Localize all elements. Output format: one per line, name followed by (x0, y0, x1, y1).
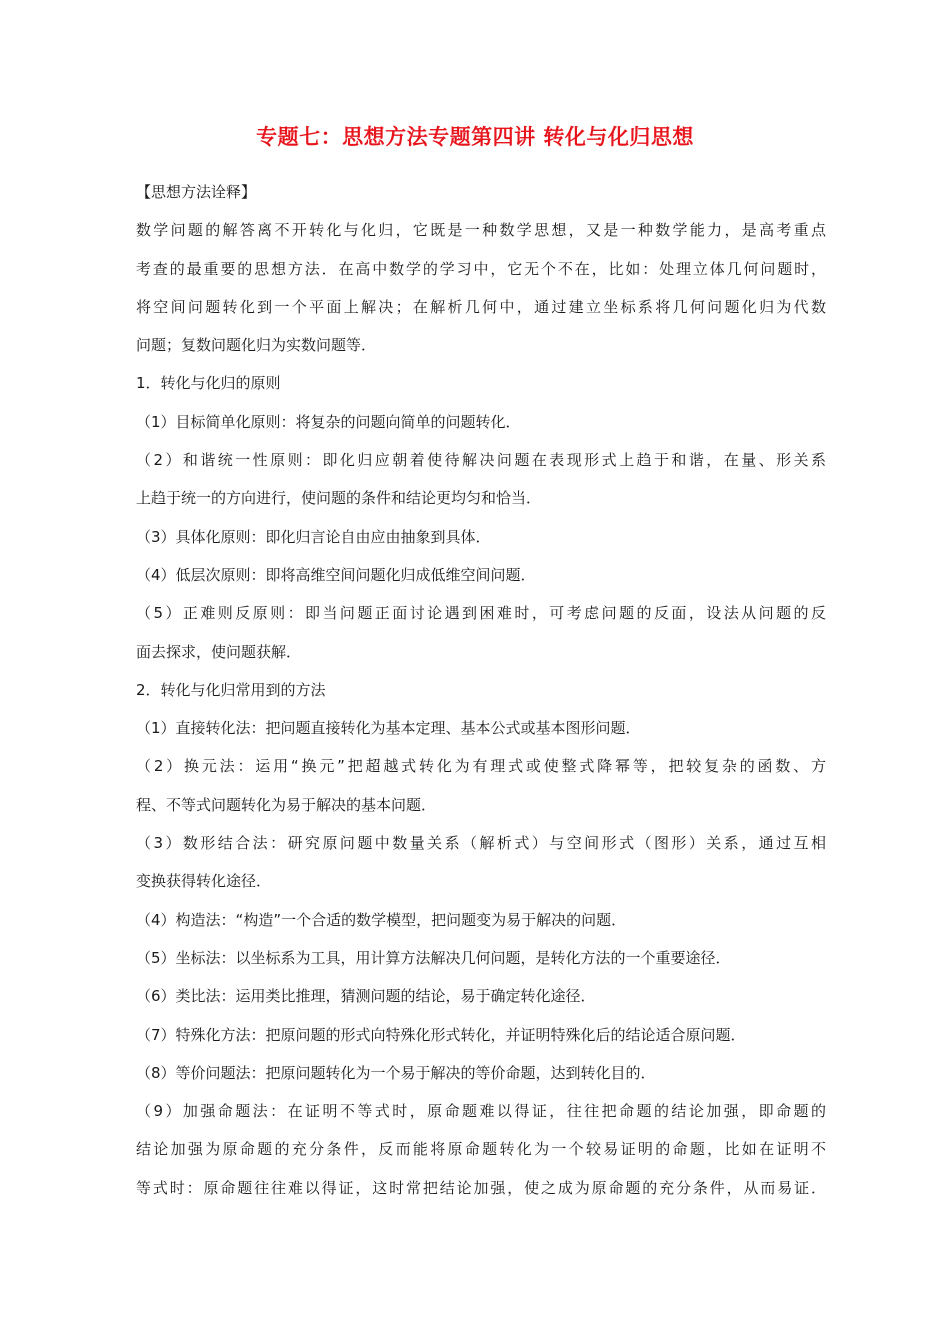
document-body (136, 173, 826, 1207)
text-line: （4）构造法：“构造”一个合适的数学模型，把问题变为易于解决的问题． (136, 910, 627, 929)
text-line: （3）数形结合法：研究原问题中数量关系（解析式）与空间形式（图形）关系，通过互相 (136, 834, 826, 853)
text-line: （5）正难则反原则：即当问题正面讨论遇到困难时，可考虑问题的反面，设法从问题的反 (136, 604, 826, 623)
text-line: 上趋于统一的方向进行，使问题的条件和结论更均匀和恰当． (136, 489, 542, 508)
text-line: （5）坐标法：以坐标系为工具，用计算方法解决几何问题，是转化方法的一个重要途径． (136, 948, 731, 967)
text-line: （1）直接转化法：把问题直接转化为基本定理、基本公式或基本图形问题． (136, 719, 641, 738)
text-line: （7）特殊化方法：把原问题的形式向特殊化形式转化，并证明特殊化后的结论适合原问题． (136, 1025, 746, 1044)
text-line: （2）和谐统一性原则：即化归应朝着使待解决问题在表现形式上趋于和谐，在量、形关系 (136, 451, 826, 470)
document-title: 专题七：思想方法专题第四讲 转化与化归思想 (256, 125, 694, 149)
text-line: 问题；复数问题化归为实数问题等． (136, 336, 377, 355)
text-line: 考查的最重要的思想方法．在高中数学的学习中，它无个不在，比如：处理立体几何问题时， (136, 259, 826, 278)
text-line: （2）换元法：运用“换元”把超越式转化为有理式或使整式降幂等，把较复杂的函数、方 (136, 757, 826, 776)
text-line: （8）等价问题法：把原问题转化为一个易于解决的等价命题，达到转化目的． (136, 1063, 656, 1082)
text-line: 2．转化与化归常用到的方法 (136, 680, 326, 699)
text-line: 【思想方法诠释】 (136, 183, 257, 201)
text-line: 将空间问题转化到一个平面上解决；在解析几何中，通过建立坐标系将几何问题化归为代数 (136, 297, 826, 316)
text-line: （1）目标简单化原则：将复杂的问题向简单的问题转化． (136, 412, 521, 431)
text-line: 变换获得转化途径． (136, 872, 272, 891)
text-line: 等式时：原命题往往难以得证，这时常把结论加强，使之成为原命题的充分条件，从而易证． (136, 1178, 826, 1197)
text-line: 1．转化与化归的原则 (136, 374, 281, 393)
text-line: （4）低层次原则：即将高维空间问题化归成低维空间问题． (136, 565, 536, 584)
text-line: 数学问题的解答离不开转化与化归，它既是一种数学思想，又是一种数学能力，是高考重点 (136, 221, 826, 240)
text-line: （9）加强命题法：在证明不等式时，原命题难以得证，往往把命题的结论加强，即命题的 (136, 1102, 826, 1121)
text-line: （3）具体化原则：即化归言论自由应由抽象到具体． (136, 527, 491, 546)
text-line: 程、不等式问题转化为易于解决的基本问题． (136, 795, 437, 814)
text-line: （6）类比法：运用类比推理，猜测问题的结论，易于确定转化途径． (136, 987, 596, 1006)
text-line: 面去探求，使问题获解． (136, 642, 302, 661)
text-line: 结论加强为原命题的充分条件，反而能将原命题转化为一个较易证明的命题，比如在证明不 (136, 1140, 826, 1159)
